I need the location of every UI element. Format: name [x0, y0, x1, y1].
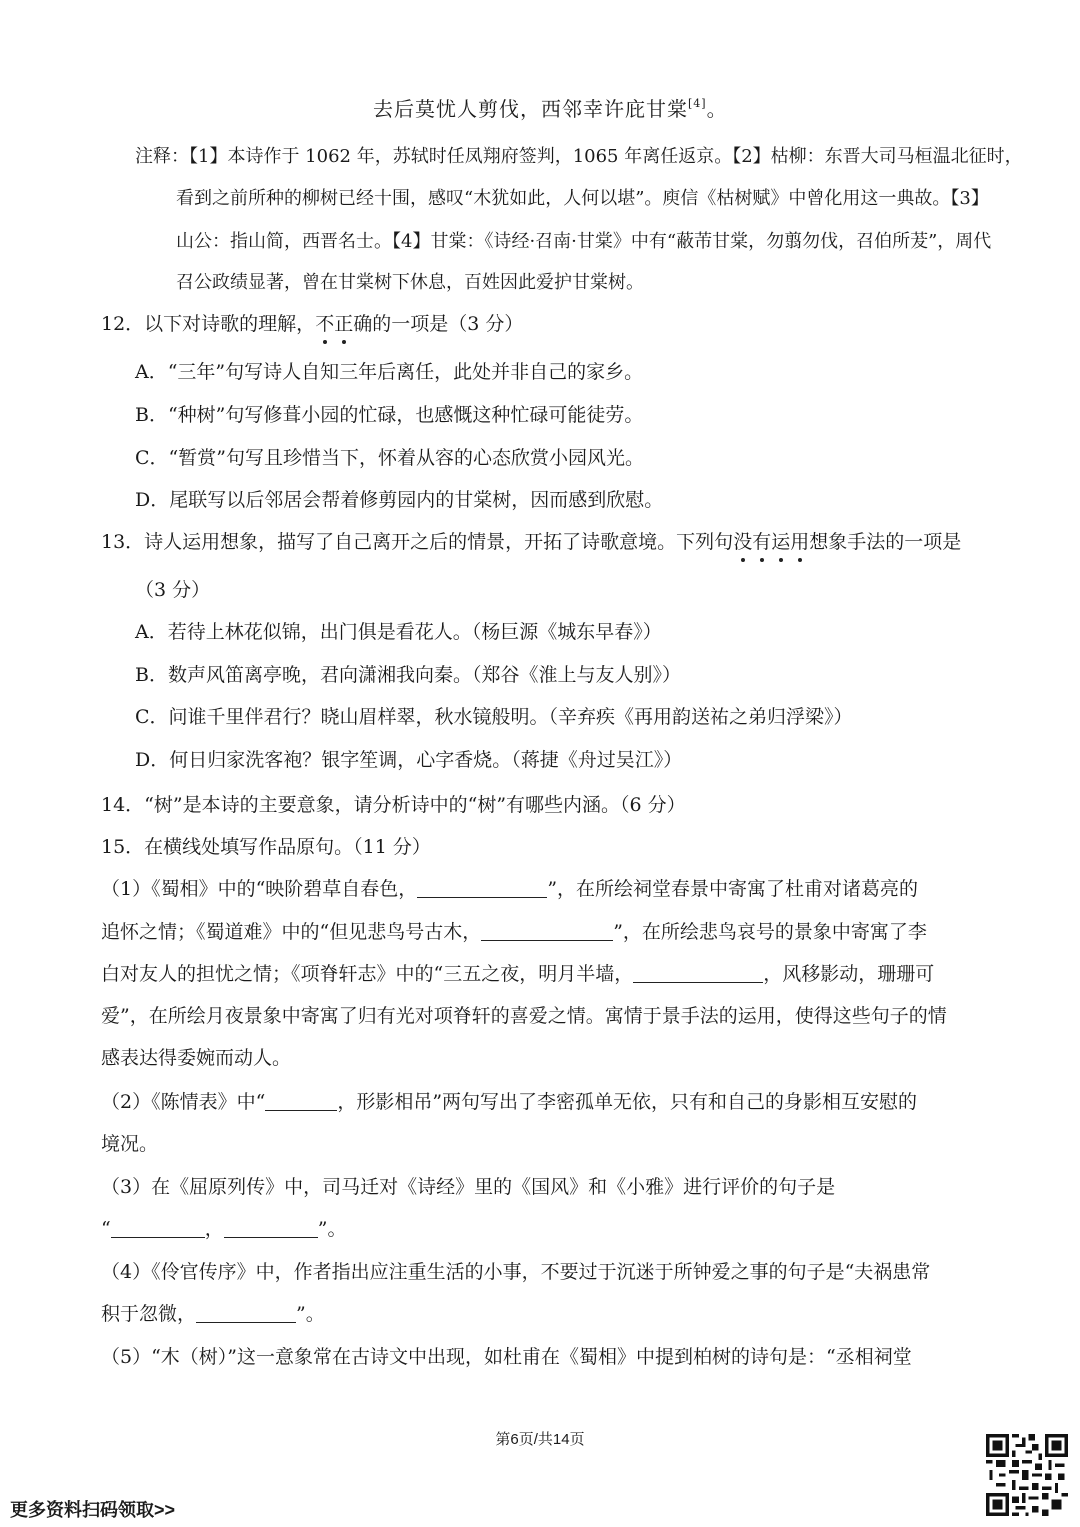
q15-part3-line2: “ ， ”。 — [101, 1218, 347, 1240]
question-15-title: 15．在横线处填写作品原句。（11 分） — [101, 836, 431, 858]
answer-blank[interactable] — [633, 964, 763, 983]
emphasis-char: 确 — [353, 313, 373, 335]
question-13: 13．诗人运用想象，描写了自己离开之后的情景，开拓了诗歌意境。下列句没有运用想象手法的一项是 — [101, 531, 962, 553]
q13-option-c: C．问谁千里伴君行？晓山眉样翠，秋水镜般明。（辛弃疾《再用韵送祐之弟归浮梁》） — [135, 706, 853, 728]
q12-option-b: B．“种树”句写修葺小园的忙碌，也感慨这种忙碌可能徒劳。 — [135, 404, 644, 426]
notes-line-4: 召公政绩显著，曾在甘棠树下休息，百姓因此爱护甘棠树。 — [176, 272, 644, 293]
qr-code-icon[interactable] — [986, 1434, 1068, 1516]
emphasis-char: 用 — [790, 531, 810, 553]
q12-option-a: A．“三年”句写诗人自知三年后离任，此处并非自己的家乡。 — [135, 361, 644, 383]
q15-part1-line2: 追怀之情；《蜀道难》中的“但见悲鸟号古木， ”，在所绘悲鸟哀号的景象中寄寓了李 — [101, 921, 927, 943]
question-14: 14．“树”是本诗的主要意象，请分析诗中的“树”有哪些内涵。（6 分） — [101, 794, 686, 816]
q15-part2-line1: （2）《陈情表》中“ ，形影相吊”两句写出了李密孤单无依，只有和自己的身影相互安慰的 — [101, 1091, 918, 1113]
question-12: 12．以下对诗歌的理解，不正确的一项是（3 分） — [101, 313, 524, 335]
q15-part4-line1: （4）《伶官传序》中，作者指出应注重生活的小事，不要过于沉迷于所钟爱之事的句子是“夫祸患常 — [101, 1261, 931, 1283]
page-number: 第6页/共14页 — [495, 1431, 585, 1448]
emphasis-char: 不 — [315, 313, 335, 335]
emphasis-char: 有 — [752, 531, 772, 553]
q13-option-d: D．何日归家洗客袍？银字笙调，心字香烧。（蒋捷《舟过吴江》） — [135, 749, 683, 771]
answer-blank[interactable] — [481, 922, 613, 941]
q15-part3-line1: （3）在《屈原列传》中，司马迁对《诗经》里的《国风》和《小雅》进行评价的句子是 — [101, 1176, 836, 1198]
emphasis-char: 运 — [771, 531, 791, 553]
q15-part2-line2: 境况。 — [101, 1133, 159, 1155]
q15-part1-line5: 感表达得委婉而动人。 — [101, 1047, 292, 1069]
q13-score: （3 分） — [135, 579, 211, 601]
answer-blank[interactable] — [265, 1092, 337, 1111]
q12-option-c: C．“暂赏”句写且珍惜当下，怀着从容的心态欣赏小园风光。 — [135, 447, 644, 469]
notes-line-2: 看到之前所种的柳树已经十围，感叹“木犹如此，人何以堪”。庾信《枯树赋》中曾化用这一典故。【3】 — [176, 188, 989, 209]
answer-blank[interactable] — [111, 1219, 205, 1238]
q15-part1-line1: （1）《蜀相》中的“映阶碧草自春色， ”，在所绘祠堂春景中寄寓了杜甫对诸葛亮的 — [101, 878, 919, 900]
notes-line-1: 注释：【1】本诗作于 1062 年，苏轼时任凤翔府签判，1065 年离任返京。【2】枯柳：东晋大司马桓温北征时， — [135, 146, 1023, 167]
poem-last-line: 去后莫忧人剪伐，西邻幸许庇甘棠[4]。 — [373, 97, 728, 121]
more-resources-link[interactable]: 更多资料扫码领取>> — [10, 1500, 176, 1520]
footnote-marker: [4] — [688, 97, 707, 110]
q15-part4-line2: 积于忽微， ”。 — [101, 1303, 325, 1325]
q15-part1-line3: 白对友人的担忧之情；《项脊轩志》中的“三五之夜，明月半墙， ，风移影动，珊珊可 — [101, 963, 935, 985]
q12-option-d: D．尾联写以后邻居会帮着修剪园内的甘棠树，因而感到欣慰。 — [135, 489, 664, 511]
answer-blank[interactable] — [417, 879, 547, 898]
notes-line-3: 山公：指山简，西晋名士。【4】甘棠：《诗经·召南·甘棠》中有“蔽芾甘棠，勿翦勿伐，召伯所茇”，周代 — [176, 231, 992, 252]
emphasis-char: 没 — [733, 531, 753, 553]
answer-blank[interactable] — [224, 1219, 318, 1238]
notes-label: 注释： — [135, 146, 189, 167]
q15-part5-line1: （5）“木（树）”这一意象常在古诗文中出现，如杜甫在《蜀相》中提到柏树的诗句是：“丞相祠堂 — [101, 1346, 912, 1368]
answer-blank[interactable] — [196, 1304, 296, 1323]
emphasis-char: 正 — [334, 313, 354, 335]
q13-option-b: B．数声风笛离亭晚，君向潇湘我向秦。（郑谷《淮上与友人别》） — [135, 664, 681, 686]
q15-part1-line4: 爱”，在所绘月夜景象中寄寓了归有光对项脊轩的喜爱之情。寓情于景手法的运用，使得这些句子的情 — [101, 1005, 947, 1027]
q13-option-a: A．若待上林花似锦，出门俱是看花人。（杨巨源《城东早春》） — [135, 621, 662, 643]
